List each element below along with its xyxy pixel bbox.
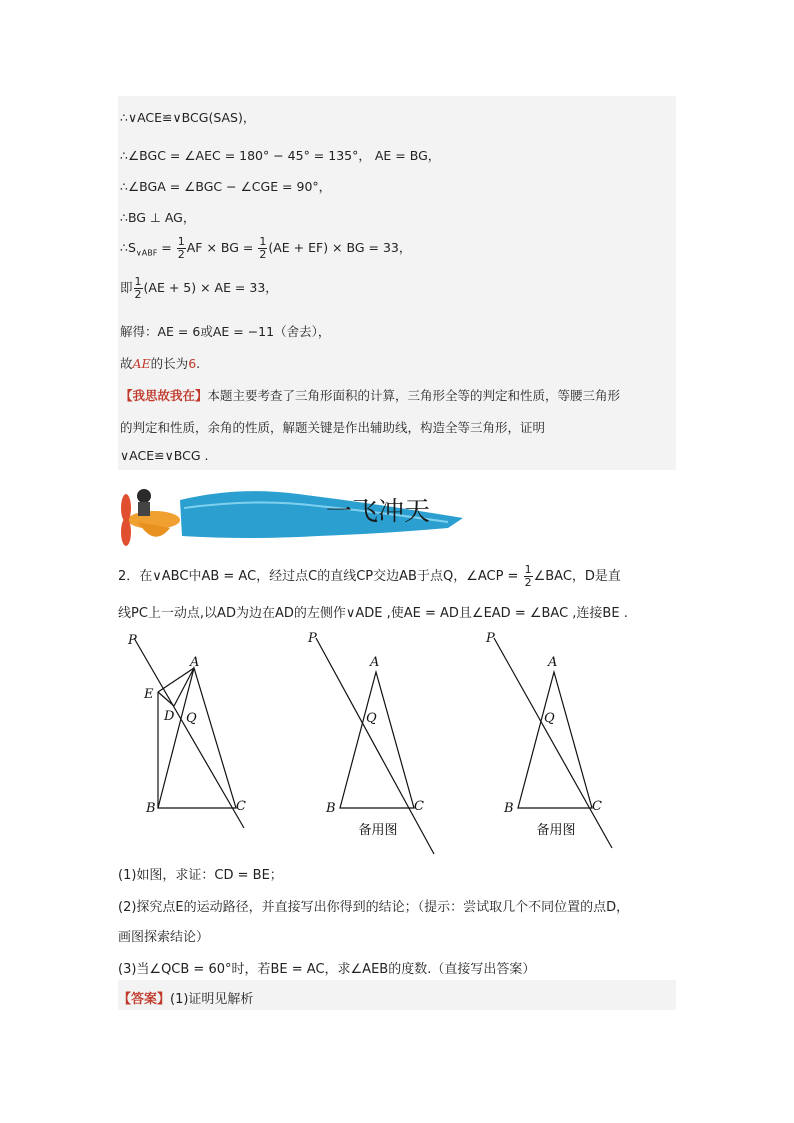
label-a: A bbox=[548, 655, 558, 670]
line-pc bbox=[316, 638, 434, 854]
fraction-half: $\frac{1}{2}$ bbox=[177, 235, 185, 261]
solution-line-7: 解得：AE = 6或AE = −11（舍去）， bbox=[120, 324, 331, 339]
label-q: Q bbox=[366, 711, 377, 726]
triangle-abc bbox=[158, 668, 236, 808]
label-b: B bbox=[326, 801, 336, 816]
label-p: P bbox=[486, 631, 495, 646]
label-c: C bbox=[414, 799, 424, 814]
label-p: P bbox=[128, 633, 137, 648]
question-line-1: 2．在∨ABC中AB = AC，经过点C的直线CP交边AB于点Q，∠ACP = $\frac{1}{2}$ ∠BAC，D是直 bbox=[118, 563, 621, 589]
label-a: A bbox=[370, 655, 380, 670]
subquestion-3: (3)当∠QCB = 60°时，若BE = AC，求∠AEB的度数.（直接写出答案） bbox=[118, 962, 536, 977]
label-q: Q bbox=[544, 711, 555, 726]
banner-title: 一飞冲天 bbox=[325, 497, 431, 527]
reflection-line-1: 【我思故我在】本题主要考查了三角形面积的计算，三角形全等的判定和性质，等腰三角形 bbox=[120, 388, 621, 403]
figure-spare-2 bbox=[478, 628, 628, 858]
label-e: E bbox=[144, 687, 154, 702]
solution-line-8: 故AE的长为6. bbox=[120, 356, 201, 371]
label-a: A bbox=[190, 655, 200, 670]
answer-line: 【答案】(1)证明见解析 bbox=[118, 992, 254, 1007]
subquestion-2a: (2)探究点E的运动路径，并直接写出你得到的结论；（提示：尝试取几个不同位置的点D， bbox=[118, 900, 630, 915]
reflection-tag: 【我思故我在】 bbox=[120, 388, 208, 403]
label-c: C bbox=[592, 799, 602, 814]
segment-ad bbox=[174, 668, 194, 706]
fraction-half: $\frac{1}{2}$ bbox=[524, 563, 532, 589]
solution-line-5: $\therefore S_{\vee ABF}$ = $\frac{1}{2}$ AF × BG = $\frac{1}{2}$ (AE + EF) × BG = 33， bbox=[120, 235, 412, 261]
triangle-abc bbox=[340, 672, 414, 808]
reflection-line-2: 的判定和性质，余角的性质，解题关键是作出辅助线，构造全等三角形，证明 bbox=[120, 420, 546, 435]
reflection-line-3: ∨ACE≌∨BCG . bbox=[120, 448, 209, 463]
label-c: C bbox=[236, 799, 246, 814]
solution-line-1: ∴∨ACE≌∨BCG(SAS)， bbox=[120, 110, 256, 125]
line-pc bbox=[134, 638, 244, 828]
fraction-half: $\frac{1}{2}$ bbox=[134, 275, 142, 301]
label-p: P bbox=[308, 631, 317, 646]
answer-tag: 【答案】 bbox=[118, 992, 171, 1007]
pilot-icon bbox=[137, 489, 151, 503]
figure-caption: 备用图 bbox=[358, 823, 398, 838]
solution-line-6: 即 $\frac{1}{2}$ (AE + 5) × AE = 33， bbox=[120, 275, 278, 301]
label-b: B bbox=[146, 801, 156, 816]
subquestion-2b: 画图探索结论） bbox=[118, 930, 210, 945]
propeller-icon bbox=[121, 494, 131, 522]
triangle-abc bbox=[518, 672, 592, 808]
label-q: Q bbox=[186, 711, 197, 726]
section-banner bbox=[118, 478, 468, 550]
question-line-2: 线PC上一动点,以AD为边在AD的左侧作∨ADE ,使AE = AD且∠EAD = ∠BAC ,连接BE . bbox=[118, 606, 628, 621]
solution-line-3: ∴∠BGA = ∠BGC − ∠CGE = 90°， bbox=[120, 179, 332, 194]
label-d: D bbox=[164, 709, 175, 724]
solution-line-2: ∴∠BGC = ∠AEC = 180° − 45° = 135°， AE = BG， bbox=[120, 148, 441, 163]
label-b: B bbox=[504, 801, 514, 816]
figure-main bbox=[118, 628, 258, 838]
figure-spare-1 bbox=[300, 628, 450, 858]
solution-line-4: ∴BG ⊥ AG， bbox=[120, 210, 196, 225]
figure-caption: 备用图 bbox=[536, 823, 576, 838]
fraction-half: $\frac{1}{2}$ bbox=[259, 235, 267, 261]
subquestion-1: (1)如图，求证：CD = BE； bbox=[118, 868, 283, 883]
